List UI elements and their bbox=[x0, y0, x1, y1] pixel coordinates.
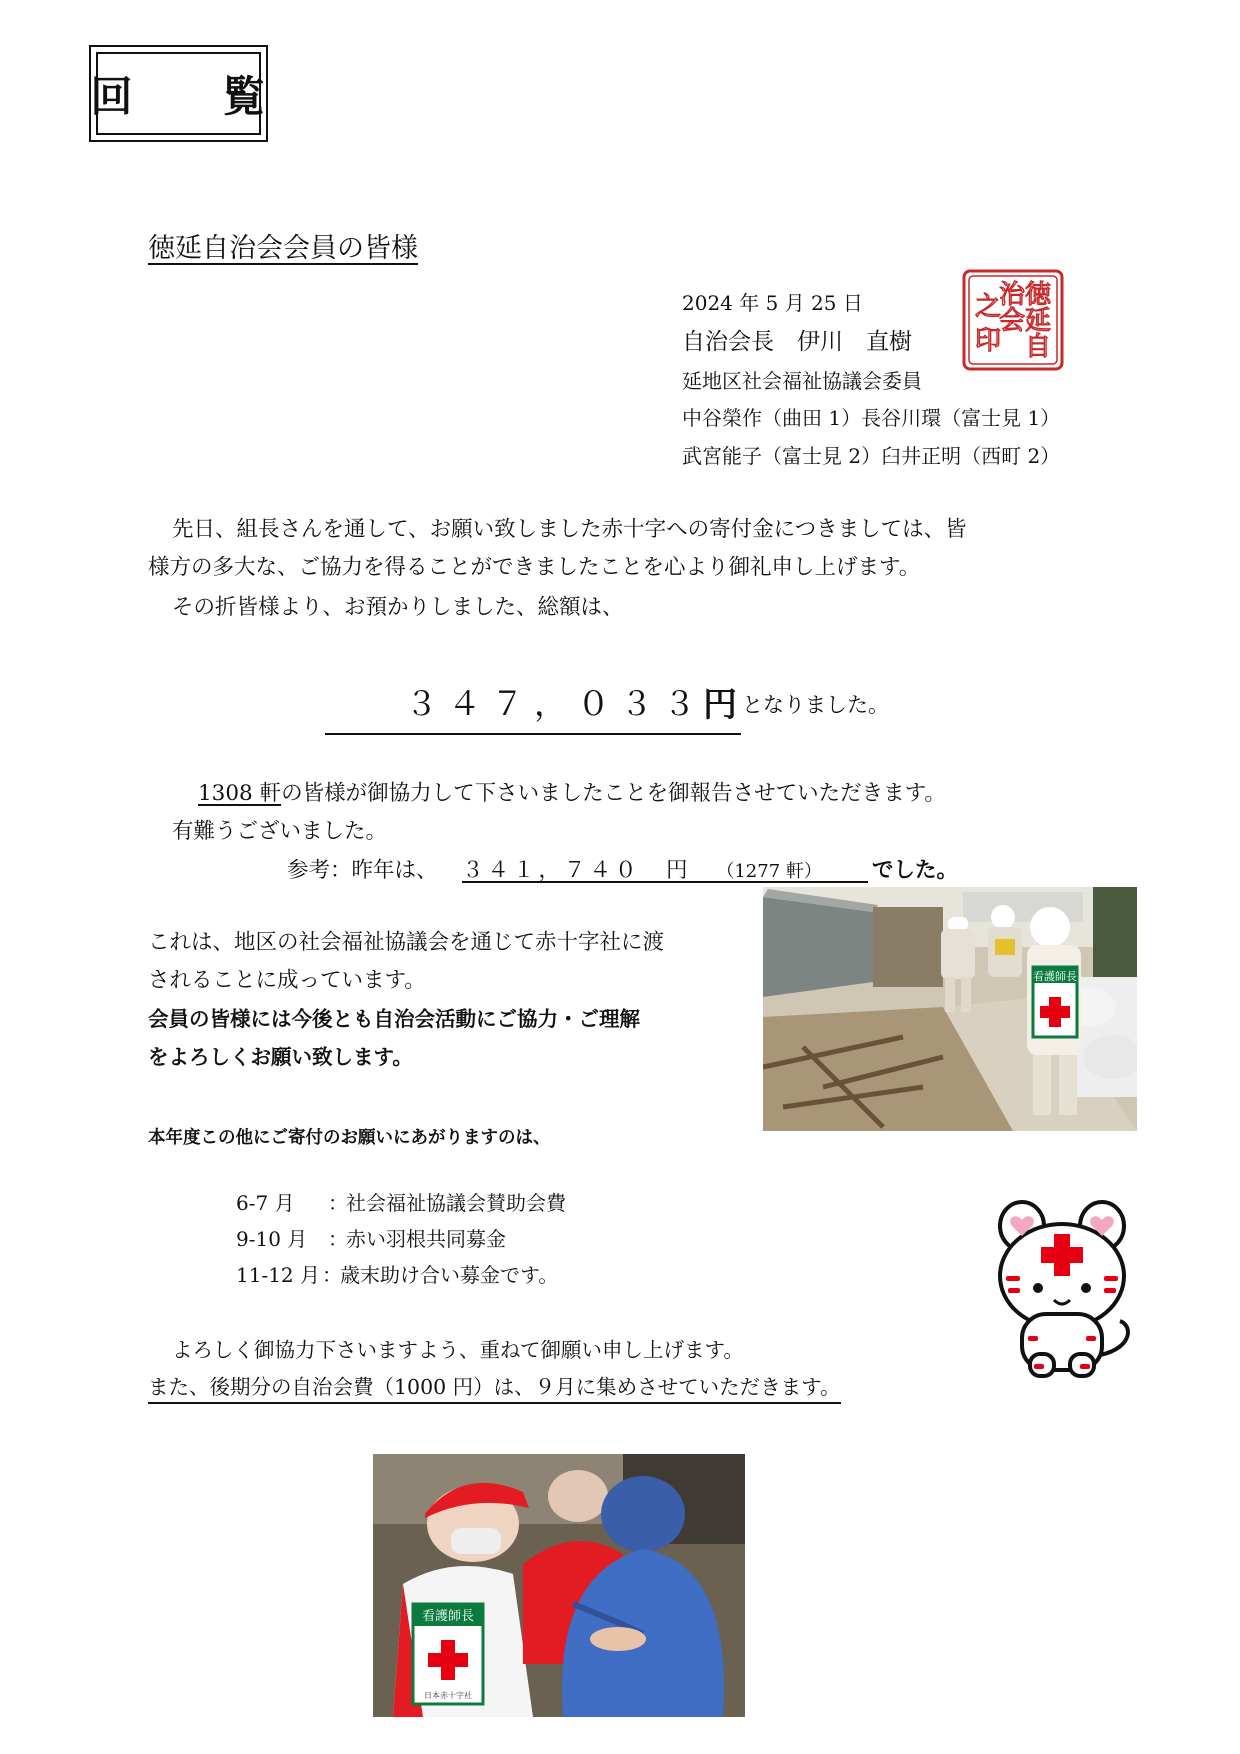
reference-prefix: 参考：昨年は、 bbox=[287, 858, 438, 883]
report-line bbox=[198, 776, 946, 807]
closing-text: よろしく御協力下さいますよう、重ねて御願い申し上げます。 bbox=[172, 1338, 744, 1362]
official-seal bbox=[960, 267, 1066, 373]
schedule-month: 6-7 月 bbox=[236, 1191, 295, 1215]
schedule-separator: ： bbox=[328, 1191, 348, 1215]
circular-notice-label: 回 覧 bbox=[96, 52, 261, 135]
chairman: 自治会長 伊川 直樹 bbox=[682, 329, 912, 355]
other-donations-heading: 本年度この他にご寄付のお願いにあがりますのは、 bbox=[148, 1128, 551, 1148]
seal-glyph: 之 bbox=[974, 292, 1002, 322]
thanks: 有難うございました。 bbox=[172, 819, 388, 844]
committee-title: 延地区社会福祉協議会委員 bbox=[682, 369, 922, 393]
request-line-1: 会員の皆様には今後とも自治会活動にご協力・ご理解 bbox=[148, 1007, 640, 1031]
date: 2024 年 5 月 25 日 bbox=[682, 291, 863, 315]
amount-underline bbox=[325, 733, 741, 735]
total-amount: ３４７，０３３ bbox=[405, 684, 706, 723]
schedule-item: 社会福祉協議会賛助会費 bbox=[346, 1191, 566, 1215]
amount-suffix: となりました。 bbox=[742, 693, 889, 717]
paragraph-2: その折皆様より、お預かりしました、総額は、 bbox=[172, 595, 624, 620]
vest-org: 日本赤十字社 bbox=[424, 1691, 472, 1700]
fee-notice: また、後期分の自治会費（1000 円）は、９月に集めさせていただきます。 bbox=[148, 1370, 841, 1404]
addressee: 徳延自治会会員の皆様 bbox=[148, 233, 418, 264]
explanation-line-1: これは、地区の社会福祉協議会を通じて赤十字社に渡 bbox=[148, 930, 665, 955]
household-count: 1308 軒 bbox=[198, 781, 282, 806]
schedule-item: 赤い羽根共同募金 bbox=[346, 1227, 506, 1251]
vest-text-2: 看護師長 bbox=[421, 1609, 475, 1624]
circular-notice-box bbox=[89, 45, 289, 142]
report-text: の皆様が御協力して下さいましたことを御報告させていただきます。 bbox=[281, 781, 946, 806]
relief-workers-photo bbox=[763, 887, 1137, 1131]
reference-amount bbox=[462, 853, 868, 883]
paragraph-1-line-2: 様方の多大な、ご協力を得ることができましたことを心より御礼申し上げます。 bbox=[148, 555, 921, 580]
seal-glyph: 徳 bbox=[1024, 280, 1052, 310]
schedule-separator: ： bbox=[328, 1227, 348, 1251]
committee-members-1: 中谷榮作（曲田 1）長谷川環（富士見 1） bbox=[682, 406, 1061, 430]
schedule-item: 歳末助け合い募金です。 bbox=[340, 1263, 559, 1287]
reference-suffix: でした。 bbox=[872, 858, 959, 883]
schedule-separator: ： bbox=[322, 1263, 342, 1287]
seal-glyph: 延 bbox=[1024, 306, 1052, 336]
seal-glyph: 治 bbox=[998, 280, 1026, 310]
explanation-line-2: されることに成っています。 bbox=[148, 968, 426, 993]
reference-count: （1277 軒） bbox=[716, 861, 822, 882]
seal-glyph: 自 bbox=[1024, 332, 1052, 362]
vest-text-1: 看護師長 bbox=[1033, 970, 1077, 983]
reference-amount-value: ３４１，７４０ 円 bbox=[462, 858, 692, 883]
paragraph-1-line-1: 先日、組長さんを通して、お願い致しました赤十字への寄付金につきましては、皆 bbox=[172, 517, 967, 542]
schedule-month: 11-12 月 bbox=[236, 1263, 321, 1287]
seal-glyph: 会 bbox=[998, 306, 1026, 336]
red-cross-mascot bbox=[982, 1196, 1142, 1386]
seal-glyph: 印 bbox=[974, 326, 1002, 356]
request-line-2: をよろしくお願い致します。 bbox=[148, 1045, 413, 1069]
nurses-photo bbox=[373, 1454, 745, 1717]
total-amount-unit: 円 bbox=[703, 685, 737, 725]
committee-members-2: 武宮能子（富士見 2）臼井正明（西町 2） bbox=[682, 444, 1061, 468]
schedule-month: 9-10 月 bbox=[236, 1227, 308, 1251]
